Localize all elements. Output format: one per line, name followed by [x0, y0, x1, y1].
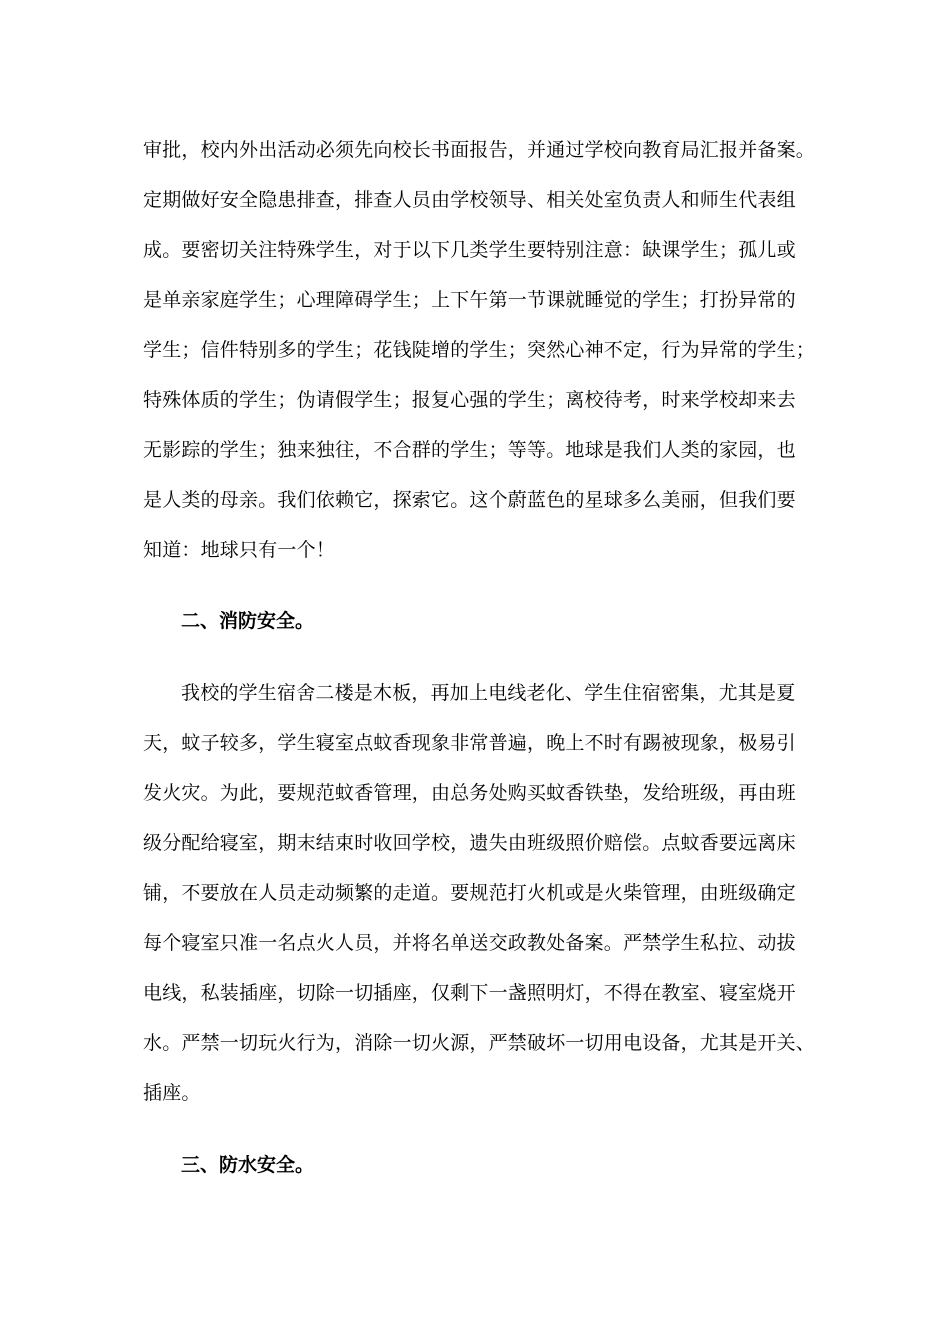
- text-line: 插座。: [143, 1082, 201, 1104]
- text-line: 学生；信件特别多的学生；花钱陡增的学生；突然心神不定，行为异常的学生；: [143, 339, 816, 361]
- text-line: 成。要密切关注特殊学生，对于以下几类学生要特别注意：缺课学生；孤儿或: [143, 239, 796, 261]
- text-line: 级分配给寝室，期末结束时收回学校，遗失由班级照价赔偿。点蚊香要远离床: [143, 832, 796, 854]
- text-line: 审批，校内外出活动必须先向校长书面报告，并通过学校向教育局汇报并备案。: [143, 139, 816, 161]
- text-line: 知道：地球只有一个！: [143, 539, 336, 561]
- text-line: 定期做好安全隐患排查，排查人员由学校领导、相关处室负责人和师生代表组: [143, 189, 796, 211]
- text-line: 我校的学生宿舍二楼是木板，再加上电线老化、学生住宿密集，尤其是夏: [181, 682, 796, 704]
- text-line: 特殊体质的学生；伪请假学生；报复心强的学生；离校待考，时来学校却来去: [143, 389, 796, 411]
- text-line: 是单亲家庭学生；心理障碍学生；上下午第一节课就睡觉的学生；打扮异常的: [143, 289, 796, 311]
- text-line: 发火灾。为此，要规范蚊香管理，由总务处购买蚊香铁垫，发给班级，再由班: [143, 782, 796, 804]
- text-line: 每个寝室只准一名点火人员，并将名单送交政教处备案。严禁学生私拉、动拔: [143, 932, 796, 954]
- text-line: 铺，不要放在人员走动频繁的走道。要规范打火机或是火柴管理，由班级确定: [143, 882, 796, 904]
- text-line: 是人类的母亲。我们依赖它，探索它。这个蔚蓝色的星球多么美丽，但我们要: [143, 489, 796, 511]
- section-heading-water-safety: 三、防水安全。: [181, 1154, 315, 1176]
- text-line: 无影踪的学生；独来独往，不合群的学生；等等。地球是我们人类的家园，也: [143, 439, 796, 461]
- text-line: 电线，私装插座，切除一切插座，仅剩下一盏照明灯，不得在教室、寝室烧开: [143, 982, 796, 1004]
- section-heading-fire-safety: 二、消防安全。: [181, 610, 315, 632]
- text-line: 水。严禁一切玩火行为，消除一切火源，严禁破坏一切用电设备，尤其是开关、: [143, 1032, 816, 1054]
- text-line: 天，蚊子较多，学生寝室点蚊香现象非常普遍，晚上不时有踢被现象，极易引: [143, 732, 796, 754]
